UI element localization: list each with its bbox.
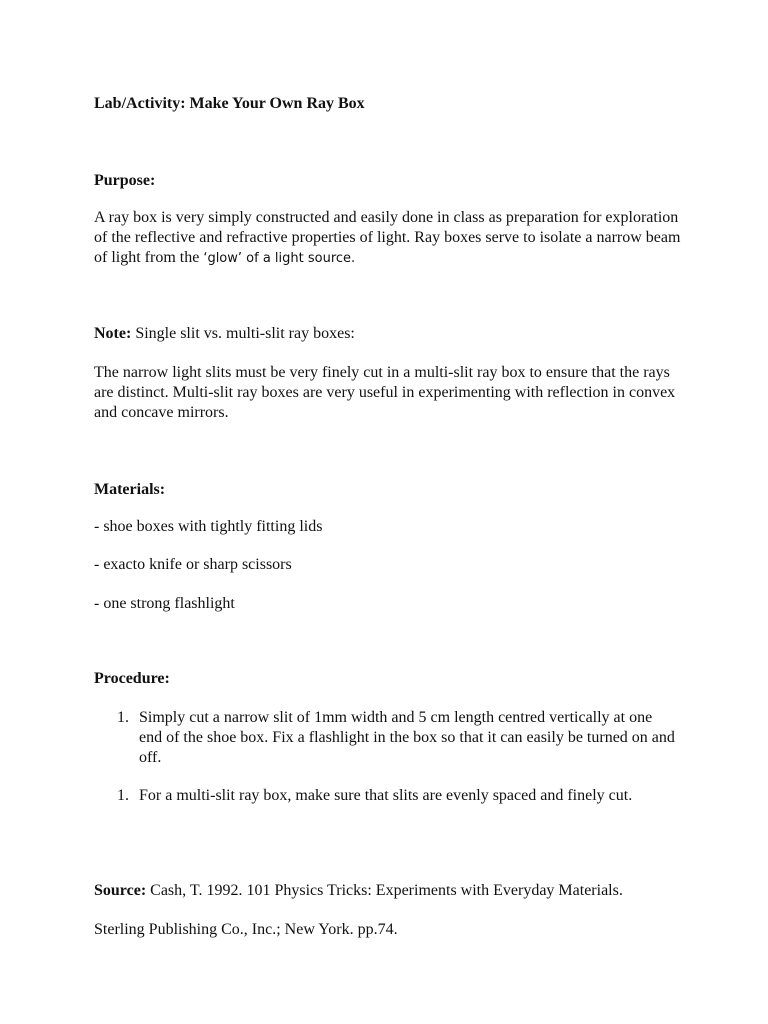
materials-item-knife: - exacto knife or sharp scissors [94, 556, 292, 573]
document-title: Lab/Activity: Make Your Own Ray Box [94, 95, 365, 112]
note-text: Single slit vs. multi-slit ray boxes: [131, 325, 355, 342]
purpose-text-tail: ‘glow’ of a light source. [203, 251, 356, 266]
note-line [94, 324, 684, 344]
source-text: Cash, T. 1992. 101 Physics Tricks: Experiments with Everyday Materials. [146, 882, 623, 899]
procedure-heading: Procedure: [94, 670, 170, 687]
source-label: Source: [94, 882, 147, 899]
purpose-text: A ray box is very simply constructed and easily done in class as preparation for exploration of the reflective and refractive properties of light. Ray boxes serve to isolate a narrow beam of light from the [94, 209, 681, 266]
materials-item-shoe-boxes: - shoe boxes with tightly fitting lids [94, 518, 323, 535]
procedure-item-text: Simply cut a narrow slit of 1mm width and 5 cm length centred vertically at one end of the shoe box. Fix a flashlight in the box so that it can easily be turned on and off. [139, 709, 675, 766]
note-label: Note: [94, 325, 132, 342]
purpose-heading: Purpose: [94, 172, 156, 189]
procedure-item-text: For a multi-slit ray box, make sure that slits are evenly spaced and finely cut. [139, 787, 633, 804]
source-line [94, 881, 694, 901]
procedure-item-number: 1. [117, 709, 129, 726]
materials-item-flashlight: - one strong flashlight [94, 595, 235, 612]
materials-heading: Materials: [94, 481, 166, 498]
purpose-paragraph [94, 208, 684, 269]
source-line-2: Sterling Publishing Co., Inc.; New York. pp.74. [94, 921, 398, 938]
note-body: The narrow light slits must be very finely cut in a multi-slit ray box to ensure that the rays are distinct. Multi-slit ray boxes are very useful in experimenting with reflection in convex and concave mirrors. [94, 364, 676, 421]
procedure-item-number: 1. [117, 787, 129, 804]
